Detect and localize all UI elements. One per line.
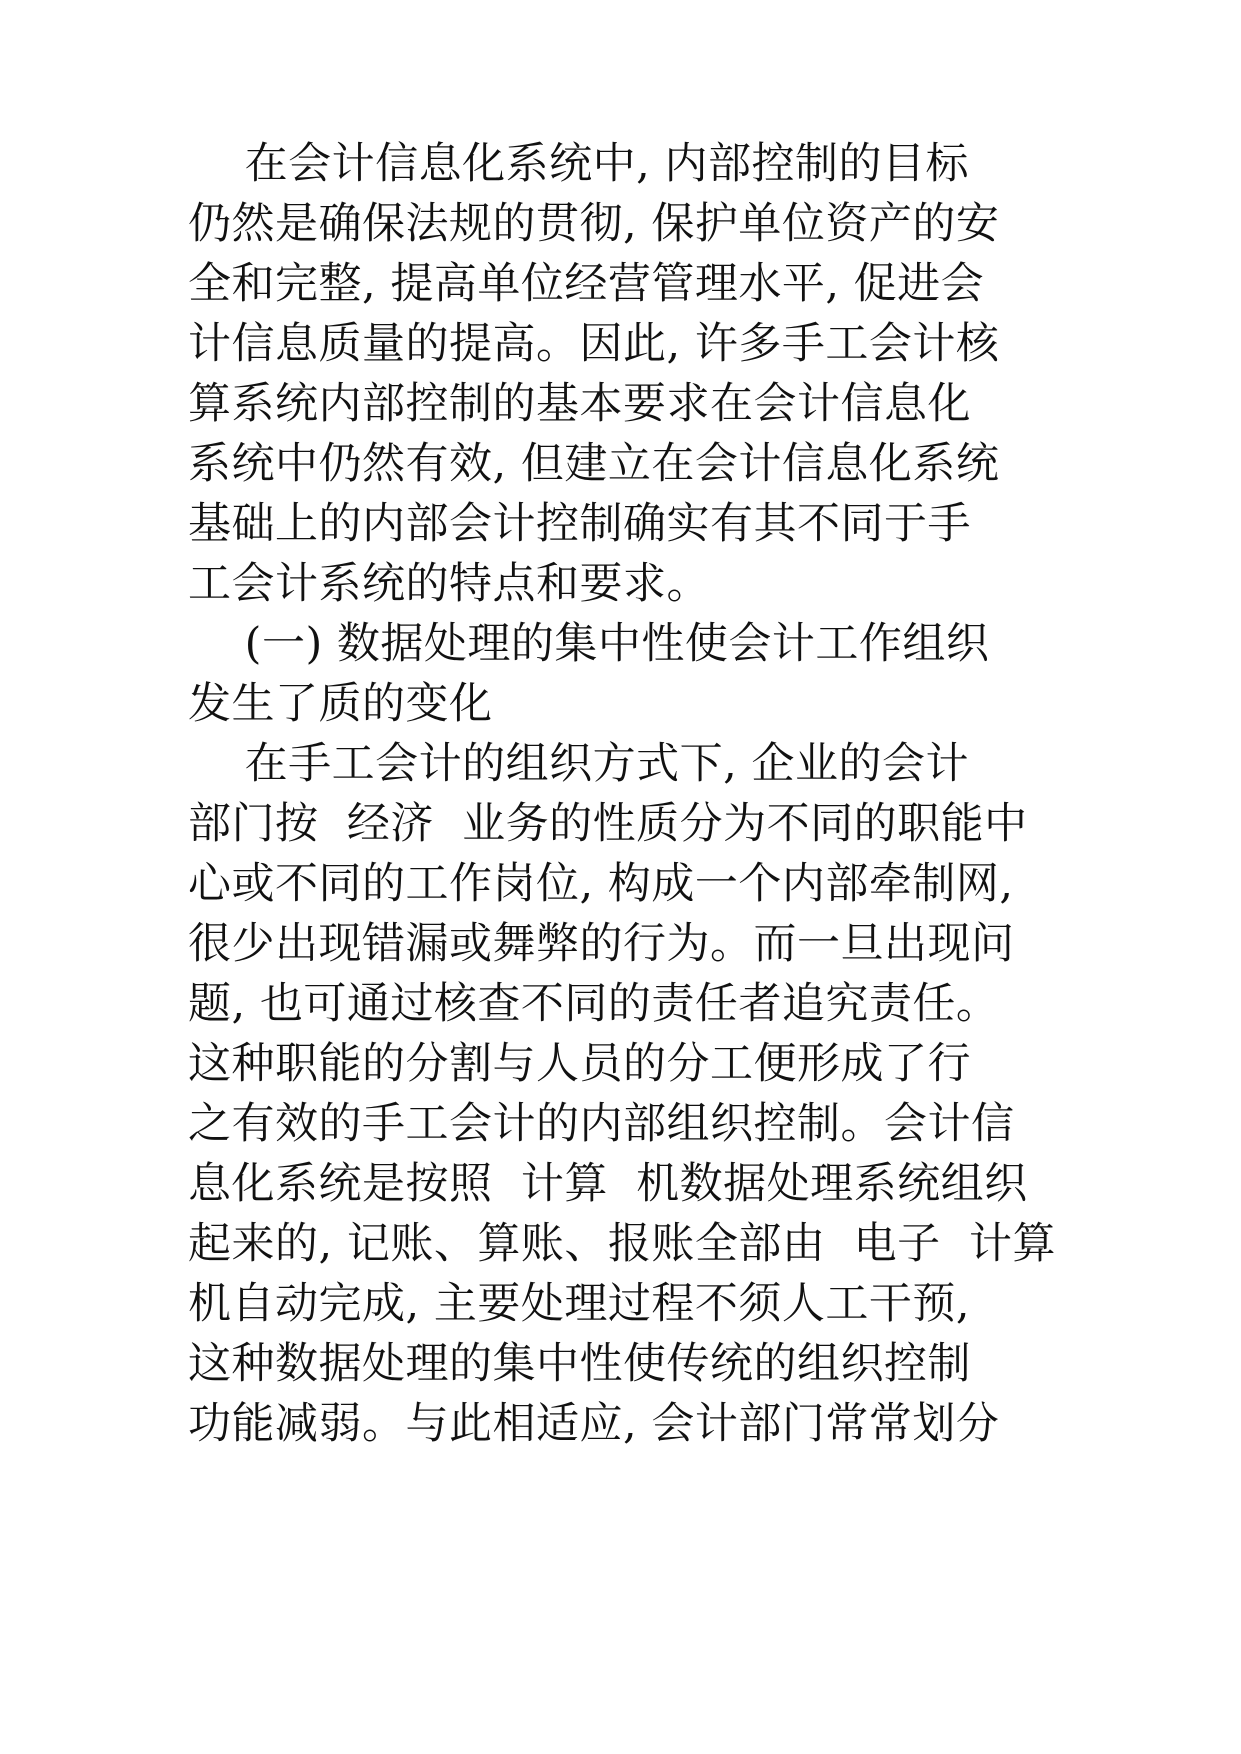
text-line: 系统中仍然有效, 但建立在会计信息化系统 [188,439,1000,489]
text-line: 计信息质量的提高。因此, 许多手工会计核 [188,319,1000,369]
text-line: 仍然是确保法规的贯彻, 保护单位资产的安 [188,199,1000,249]
text-line: 基础上的内部会计控制确实有其不同于手 [188,499,971,549]
section-heading: 发生了质的变化 [188,679,493,729]
text-line: 在手工会计的组织方式下, 企业的会计 [188,739,970,789]
section-heading: (一) 数据处理的集中性使会计工作组织 [188,619,990,669]
text-line: 之有效的手工会计的内部组织控制。会计信 [188,1099,1015,1149]
text-line: 很少出现错漏或舞弊的行为。而一旦出现问 [188,919,1015,969]
text-line: 全和完整, 提高单位经营管理水平, 促进会 [188,259,985,309]
text-line: 功能减弱。与此相适应, 会计部门常常划分 [188,1399,1000,1449]
text-line: 部门按 经济 业务的性质分为不同的职能中 [188,799,1028,849]
text-line: 工会计系统的特点和要求。 [188,559,710,609]
text-line: 算系统内部控制的基本要求在会计信息化 [188,379,971,429]
text-line: 心或不同的工作岗位, 构成一个内部牵制网, [188,859,1014,909]
text-line: 这种职能的分割与人员的分工便形成了行 [188,1039,971,1089]
text-line: 起来的, 记账、算账、报账全部由 电子 计算 [188,1219,1057,1269]
text-line: 题, 也可通过核查不同的责任者追究责任。 [188,979,1000,1029]
text-line: 机自动完成, 主要处理过程不须人工干预, [188,1279,971,1329]
text-line: 这种数据处理的集中性使传统的组织控制 [188,1339,971,1389]
text-line: 在会计信息化系统中, 内部控制的目标 [188,139,970,189]
text-line: 息化系统是按照 计算 机数据处理系统组织 [188,1159,1028,1209]
